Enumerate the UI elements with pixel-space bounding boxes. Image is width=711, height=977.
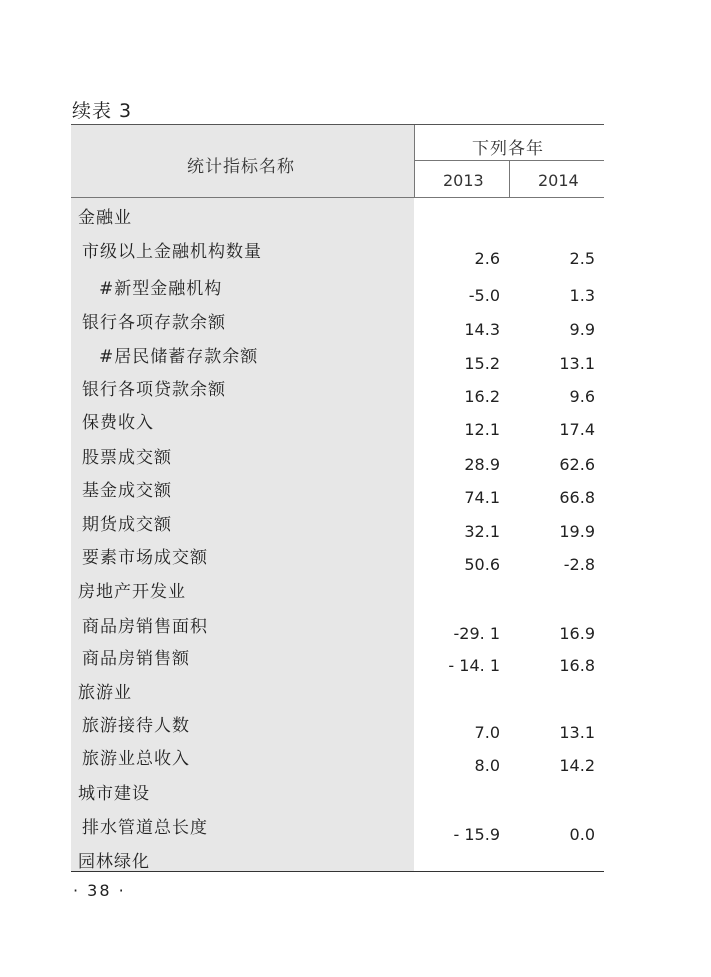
value-2013: 14.3: [464, 320, 500, 339]
indicator-label: 基金成交额: [82, 481, 172, 501]
indicator-label: 市级以上金融机构数量: [82, 242, 262, 262]
table-row: [71, 847, 604, 877]
table-row: [71, 678, 604, 708]
table-row: [71, 744, 604, 774]
indicator-label: 旅游业总收入: [82, 749, 190, 769]
table-row: [71, 443, 604, 473]
table-title: 续表 3: [72, 100, 133, 122]
table-row: [71, 237, 604, 267]
indicator-label: #居民储蓄存款余额: [99, 347, 259, 367]
value-2013: 74.1: [464, 488, 500, 507]
indicator-label: #新型金融机构: [99, 279, 223, 299]
value-2013: 50.6: [464, 555, 500, 574]
year-header-2013: 2013: [443, 171, 484, 190]
value-2014: -2.8: [563, 555, 595, 574]
category-label: 园林绿化: [78, 852, 150, 872]
category-label: 城市建设: [78, 784, 150, 804]
value-2014: 13.1: [559, 354, 595, 373]
indicator-label: 排水管道总长度: [82, 818, 208, 838]
value-2013: -5.0: [468, 286, 500, 305]
year-group-header: 下列各年: [472, 139, 544, 159]
table-row: [71, 203, 604, 233]
value-2013: 2.6: [474, 249, 500, 268]
table-row: [71, 711, 604, 741]
value-2013: 16.2: [464, 387, 500, 406]
value-2014: 2.5: [569, 249, 595, 268]
indicator-label: 商品房销售面积: [82, 617, 208, 637]
table-row: [71, 813, 604, 843]
value-2014: 19.9: [559, 522, 595, 541]
value-2014: 16.9: [559, 624, 595, 643]
value-2014: 9.6: [569, 387, 595, 406]
table-row: [71, 308, 604, 338]
value-2013: 15.2: [464, 354, 500, 373]
table-row: [71, 476, 604, 506]
value-2013: 8.0: [474, 756, 500, 775]
table-row: [71, 612, 604, 642]
value-2014: 16.8: [559, 656, 595, 675]
category-label: 金融业: [78, 208, 132, 228]
table-row: [71, 274, 604, 304]
table-row: [71, 779, 604, 809]
table-row: [71, 577, 604, 607]
indicator-label: 保费收入: [82, 413, 154, 433]
value-2014: 14.2: [559, 756, 595, 775]
table-row: [71, 375, 604, 405]
year-divider-vertical: [509, 161, 510, 197]
table-row: [71, 408, 604, 438]
indicator-label: 银行各项存款余额: [82, 313, 226, 333]
value-2013: - 15.9: [453, 825, 500, 844]
indicator-label: 银行各项贷款余额: [82, 380, 226, 400]
table-row: [71, 342, 604, 372]
header-divider-vertical: [414, 125, 415, 197]
indicator-label: 商品房销售额: [82, 649, 190, 669]
value-2013: 12.1: [464, 420, 500, 439]
value-2014: 13.1: [559, 723, 595, 742]
indicator-label: 股票成交额: [82, 448, 172, 468]
value-2014: 9.9: [569, 320, 595, 339]
indicator-label: 旅游接待人数: [82, 716, 190, 736]
value-2013: 28.9: [464, 455, 500, 474]
value-2014: 0.0: [569, 825, 595, 844]
group-underline: [414, 160, 604, 161]
value-2013: -29. 1: [453, 624, 500, 643]
category-label: 房地产开发业: [78, 582, 186, 602]
table-row: [71, 644, 604, 674]
table-row: [71, 543, 604, 573]
value-2014: 62.6: [559, 455, 595, 474]
header-bottom-rule: [71, 197, 604, 198]
value-2014: 1.3: [569, 286, 595, 305]
value-2013: - 14. 1: [448, 656, 500, 675]
name-column-header: 统计指标名称: [187, 157, 295, 177]
page-number: · 38 ·: [73, 881, 126, 900]
value-2014: 17.4: [559, 420, 595, 439]
indicator-label: 期货成交额: [82, 515, 172, 535]
category-label: 旅游业: [78, 683, 132, 703]
value-2013: 32.1: [464, 522, 500, 541]
year-header-2014: 2014: [538, 171, 579, 190]
value-2013: 7.0: [474, 723, 500, 742]
indicator-label: 要素市场成交额: [82, 548, 208, 568]
table-row: [71, 510, 604, 540]
value-2014: 66.8: [559, 488, 595, 507]
statistics-table: [71, 124, 604, 872]
